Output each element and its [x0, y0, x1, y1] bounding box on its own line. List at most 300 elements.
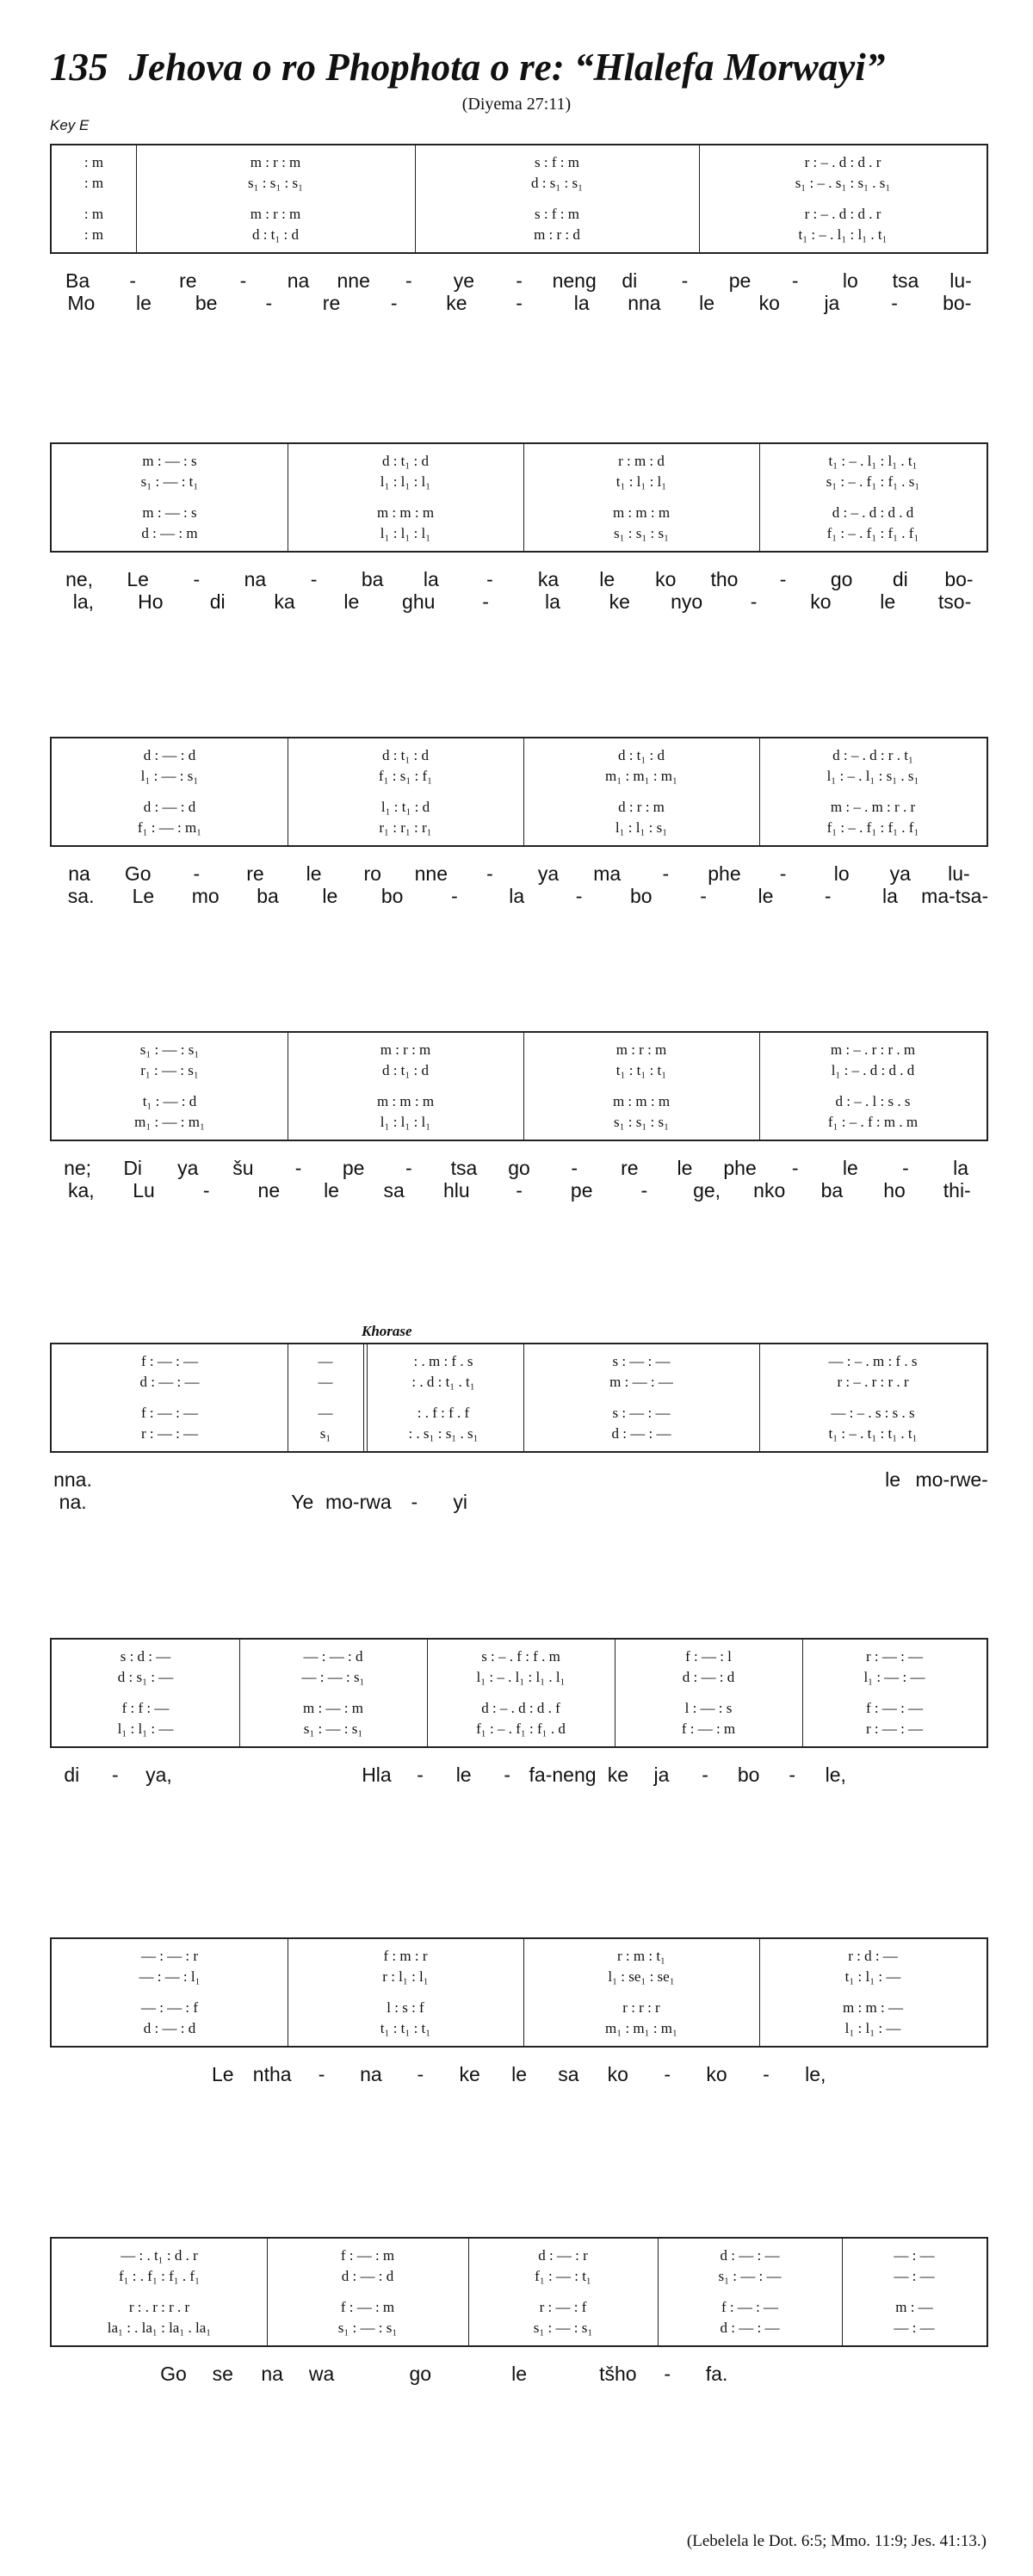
measure-notes: f : — : — — [865, 1700, 924, 1716]
voice-row — [52, 1698, 987, 1719]
voice-row — [52, 1998, 987, 2018]
lyric-syllable: - — [310, 568, 318, 590]
lyric-syllable: - — [417, 2063, 424, 2085]
lyric-syllable: nko — [753, 1179, 786, 1202]
staff-system — [50, 1343, 988, 1453]
hymn-number: 135 — [50, 46, 108, 89]
lyric-syllable: le — [699, 292, 714, 314]
lyric-syllable: - — [779, 568, 787, 590]
lyric-syllable: la — [509, 885, 525, 907]
measure-notes: : m — [84, 154, 104, 170]
measure-notes: l₁ : se₁ : se₁ — [608, 1968, 675, 1985]
lyric-syllable: ya — [537, 862, 560, 885]
lyric-syllable: Go — [124, 862, 152, 885]
lyric-syllable: - — [318, 2063, 325, 2085]
lyric-syllable: tso- — [937, 590, 972, 613]
lyric-syllable: le — [599, 568, 615, 590]
lyric-syllable: ka, — [67, 1179, 95, 1202]
measure-notes: r₁ : r₁ : r₁ — [379, 819, 432, 836]
lyric-syllable: Ho — [138, 590, 164, 613]
measure-notes: d : t₁ : d — [617, 747, 665, 763]
lyric-syllable: phe — [723, 1157, 757, 1179]
lyric-syllable: le — [880, 590, 896, 613]
lyric-syllable: - — [265, 292, 273, 314]
lyric-syllable — [851, 1489, 896, 1515]
measure-notes: r : – . d : d . r — [804, 206, 881, 222]
measure-notes: m : r : m — [250, 206, 301, 222]
measure-notes: s₁ — [319, 1425, 331, 1442]
measure-notes: l₁ : – . l₁ : l₁ . l₁ — [476, 1669, 566, 1685]
lyric-syllable: Le — [127, 568, 149, 590]
lyric-syllable: - — [824, 885, 832, 907]
lyric-syllable: ka — [274, 590, 295, 613]
measure-notes: d : — : d — [682, 1669, 735, 1685]
lyric-syllable — [805, 1489, 851, 1515]
measure-notes: r₁ : — : s₁ — [140, 1062, 199, 1078]
lyric-syllable: tho — [710, 568, 739, 590]
measure-notes: f : — : — — [721, 2299, 779, 2315]
lyric-syllable: be — [195, 292, 218, 314]
lyric-syllable: ba — [361, 568, 384, 590]
lyric-syllable: bo- — [943, 292, 972, 314]
lyric-syllable — [575, 1489, 621, 1515]
lyric-syllable: re — [322, 292, 341, 314]
lyric-syllable — [889, 2061, 938, 2087]
lyric-syllable: na — [244, 568, 267, 590]
measure-notes: l₁ : l₁ : l₁ — [380, 1114, 431, 1130]
lyric-syllable: le — [842, 1157, 858, 1179]
measure-notes: d : t₁ : d — [381, 1062, 430, 1078]
measure-notes: r : — : f — [539, 2299, 587, 2315]
staff-system — [50, 1638, 988, 1748]
lyric-syllable — [312, 1762, 356, 1788]
measure-notes: m₁ : — : m₁ — [134, 1114, 205, 1130]
lyric-syllable: ge, — [693, 1179, 721, 1202]
lyric-syllable — [939, 2061, 988, 2087]
measure-notes: f₁ : . f₁ : f₁ . f₁ — [118, 2268, 201, 2284]
measure-notes: l₁ : – . d : d . d — [831, 1062, 915, 1078]
measure-notes: l : — : s — [684, 1700, 733, 1716]
hymn-title-line — [50, 41, 1005, 93]
lyric-syllable: - — [700, 885, 707, 907]
measure-notes: m : m : — — [843, 1999, 903, 2016]
voice-row — [52, 766, 987, 787]
lyric-syllable: ke — [459, 2063, 480, 2085]
measure-notes: l₁ : — : — — [863, 1669, 925, 1685]
staff-system — [50, 1031, 988, 1141]
lyric-syllable: fa. — [705, 2363, 728, 2385]
measure-notes: s : f : m — [535, 206, 579, 222]
lyric-syllable: - — [451, 885, 458, 907]
measure-notes: d : t₁ : d — [251, 226, 300, 243]
measure-notes: d : – . d : d . f — [481, 1700, 560, 1716]
measure-notes: m : – . m : r . r — [830, 799, 916, 815]
staff-system — [50, 2237, 988, 2347]
lyric-syllable: nna. — [53, 1468, 92, 1491]
lyric-syllable: Hla — [362, 1764, 392, 1786]
measure-notes: l₁ : l₁ : — — [117, 1720, 174, 1737]
measure-notes: s : d : — — [120, 1648, 171, 1665]
scripture-reference: (Lebelela le Dot. 6:5; Mmo. 11:9; Jes. 41:13.) — [686, 2532, 987, 2550]
lyric-syllable: - — [504, 1764, 511, 1786]
measure-notes: m : r : m — [615, 1041, 667, 1058]
measure-notes: d : — : — — [139, 1374, 200, 1390]
lyric-syllable: - — [902, 1157, 909, 1179]
measure-notes: l₁ : t₁ : d — [380, 799, 430, 815]
lyric-syllable: - — [486, 862, 493, 885]
lyric-syllable: sa — [558, 2063, 579, 2085]
voice-row — [52, 225, 987, 245]
measure-notes: s₁ : s₁ : s₁ — [613, 1114, 670, 1130]
lyric-line — [50, 1177, 988, 1203]
measure-notes: m₁ : m₁ : m₁ — [605, 2020, 677, 2036]
lyric-syllable: na — [261, 2363, 283, 2385]
measure-notes: r : – . r : r . r — [837, 1374, 909, 1390]
voice-row — [52, 2266, 987, 2287]
lyric-syllable — [149, 2061, 198, 2087]
lyric-syllable: - — [239, 269, 247, 292]
measure-notes: t₁ : — : d — [142, 1093, 197, 1109]
measure-notes: f : — : m — [340, 2299, 395, 2315]
measure-notes: — : . t₁ : d . r — [121, 2247, 198, 2264]
lyric-syllable: - — [516, 269, 523, 292]
measure-notes: s₁ : — : s₁ — [139, 1041, 200, 1058]
measure-notes: : . s₁ : s₁ . s₁ — [408, 1425, 479, 1442]
lyric-syllable: ya, — [145, 1764, 172, 1786]
measure-notes: la₁ : . la₁ : la₁ . la₁ — [107, 2320, 212, 2336]
measure-notes: — : — : l₁ — [139, 1968, 201, 1985]
voice-row — [52, 1403, 987, 1424]
measure-notes: r : l₁ : l₁ — [382, 1968, 429, 1985]
lyric-syllable: ro — [363, 862, 381, 885]
measure-notes: d : – . d : d . d — [832, 504, 914, 521]
lyric-syllable: Le — [212, 2063, 234, 2085]
lyric-syllable — [346, 2361, 395, 2387]
lyric-syllable — [621, 1489, 666, 1515]
measure-notes: s₁ : — : — — [718, 2268, 782, 2284]
lyric-syllable: - — [390, 292, 398, 314]
lyric-syllable: ja — [824, 292, 840, 314]
measure-notes: — : — — [894, 2247, 935, 2264]
measure-notes: s₁ : – . f₁ : f₁ . s₁ — [826, 473, 920, 490]
measure-notes: — : — : f — [140, 1999, 199, 2016]
measure-notes: d : – . l : s . s — [835, 1093, 911, 1109]
measure-notes: r : r : r — [622, 1999, 660, 2016]
measure-notes: d : t₁ : d — [381, 747, 430, 763]
lyric-syllable: lo — [842, 269, 858, 292]
lyric-syllable: nne — [414, 862, 448, 885]
staff-system — [50, 442, 988, 553]
lyric-syllable: - — [791, 1157, 799, 1179]
measure-notes: l₁ : l₁ : s₁ — [615, 819, 668, 836]
lyric-syllable — [50, 2061, 99, 2087]
lyric-syllable: tsa — [892, 269, 919, 292]
lyric-syllable — [50, 2361, 99, 2387]
lyric-line — [50, 883, 988, 909]
lyric-syllable: - — [789, 1764, 796, 1786]
lyric-syllable: le — [306, 862, 322, 885]
measure-notes: m : m : m — [612, 504, 671, 521]
lyric-syllable: - — [486, 568, 493, 590]
lyric-syllable: le — [136, 292, 152, 314]
measure-notes: s₁ : s₁ : s₁ — [247, 175, 304, 191]
lyric-syllable — [943, 1489, 988, 1515]
voice-row — [52, 797, 987, 818]
measure-notes: m : m : m — [612, 1093, 671, 1109]
lyric-syllable: ho — [883, 1179, 906, 1202]
lyric-syllable: ya — [889, 862, 911, 885]
lyric-line — [50, 2361, 988, 2387]
lyric-syllable: - — [702, 1764, 708, 1786]
lyric-syllable: Mo — [67, 292, 96, 314]
measure-notes: m : m : m — [376, 1093, 435, 1109]
lyric-syllable: ya — [177, 1157, 199, 1179]
lyric-syllable: - — [779, 862, 787, 885]
lyric-line — [50, 1762, 988, 1788]
lyric-syllable: ke — [446, 292, 467, 314]
voice-row — [52, 1424, 987, 1444]
lyric-syllable: bo — [380, 885, 404, 907]
lyric-syllable: re — [621, 1157, 639, 1179]
measure-notes: d : s₁ : — — [117, 1669, 174, 1685]
lyric-syllable: le — [322, 885, 338, 907]
lyric-syllable — [99, 2061, 148, 2087]
measure-notes: r : — : — — [865, 1648, 924, 1665]
lyric-syllable: - — [482, 590, 489, 613]
staff-system — [50, 737, 988, 847]
measure-notes: — — [318, 1405, 333, 1421]
lyric-syllable: la, — [72, 590, 95, 613]
measure-notes: m : r : d — [534, 226, 580, 243]
chorus-label: Khorase — [362, 1323, 412, 1339]
measure-notes: s : — : — — [612, 1405, 671, 1421]
measure-notes: — — [318, 1374, 333, 1390]
measure-notes: m : — : s — [142, 504, 197, 521]
measure-notes: t₁ : – . t₁ : t₁ . t₁ — [828, 1425, 918, 1442]
measure-notes: s : – . f : f . m — [481, 1648, 560, 1665]
voice-row — [52, 2246, 987, 2266]
voice-row — [52, 1719, 987, 1739]
measure-notes: f : — : m — [681, 1720, 736, 1737]
lyric-syllable: ko — [758, 292, 780, 314]
measure-notes: t₁ : l₁ : l₁ — [615, 473, 667, 490]
key-signature: Key E — [50, 117, 90, 133]
voice-row — [52, 1946, 987, 1967]
lyric-syllable: tsa — [450, 1157, 478, 1179]
lyric-syllable: nne — [337, 269, 370, 292]
measure-notes: m₁ : m₁ : m₁ — [605, 768, 677, 784]
lyric-syllable: ke — [609, 590, 630, 613]
measure-notes: r : — : — — [140, 1425, 199, 1442]
measure-notes: r : – . d : d . r — [804, 154, 881, 170]
staff-system — [50, 1937, 988, 2048]
measure-notes: d : — : d — [341, 2268, 394, 2284]
measure-notes: m : r : m — [250, 154, 301, 170]
lyric-syllable — [901, 1762, 945, 1788]
lyric-syllable: ba — [820, 1179, 844, 1202]
lyric-syllable: go — [508, 1157, 530, 1179]
measure-notes: f₁ : – . f₁ : f₁ . f₁ — [826, 525, 919, 541]
lyric-syllable — [667, 1489, 713, 1515]
measure-notes: d : s₁ : s₁ — [530, 175, 584, 191]
measure-notes: f₁ : s₁ : f₁ — [378, 768, 433, 784]
lyric-syllable: nna — [628, 292, 661, 314]
voice-row — [52, 1351, 987, 1372]
lyric-syllable: - — [516, 1179, 523, 1202]
lyric-syllable — [840, 2361, 889, 2387]
lyric-syllable — [142, 1489, 188, 1515]
measure-notes: s₁ : – . s₁ : s₁ . s₁ — [795, 175, 891, 191]
lyric-syllable: go — [830, 568, 853, 590]
voice-row — [52, 1646, 987, 1667]
lyric-syllable: mo — [191, 885, 220, 907]
lyric-syllable: ne, — [65, 568, 94, 590]
voice-row — [52, 2318, 987, 2338]
measure-notes: l₁ : — : s₁ — [140, 768, 199, 784]
lyric-syllable: le — [511, 2363, 528, 2385]
lyric-syllable: fa-neng — [529, 1764, 597, 1786]
lyric-syllable: - — [411, 1491, 418, 1513]
lyric-syllable: ne; — [64, 1157, 92, 1179]
measure-notes: : . m : f . s — [413, 1353, 473, 1369]
lyric-syllable — [889, 2361, 938, 2387]
lyric-syllable: la — [882, 885, 898, 907]
voice-row — [52, 1667, 987, 1688]
measure-notes: — : — : d — [303, 1648, 363, 1665]
lyric-syllable: - — [662, 862, 670, 885]
lyric-line — [50, 2061, 988, 2087]
lyric-syllable: - — [294, 1157, 302, 1179]
voice-row — [52, 2018, 987, 2039]
lyric-syllable: re — [246, 862, 264, 885]
lyric-syllable: bo — [737, 1764, 760, 1786]
lyric-syllable: lu- — [949, 269, 972, 292]
measure-notes: f : — : — — [140, 1353, 199, 1369]
measure-notes: — : — : r — [140, 1948, 199, 1964]
measure-notes: s₁ : — : s₁ — [337, 2320, 398, 2336]
lyric-syllable: le — [677, 1157, 693, 1179]
lyric-syllable: - — [417, 1764, 424, 1786]
measure-notes: r : . r : r . r — [128, 2299, 190, 2315]
lyric-syllable — [529, 1489, 575, 1515]
measure-notes: l₁ : l₁ : l₁ — [380, 473, 431, 490]
voice-row — [52, 1967, 987, 1987]
measure-notes: t₁ : t₁ : t₁ — [615, 1062, 667, 1078]
voice-row — [52, 204, 987, 225]
lyric-syllable: mo-rwa — [325, 1491, 392, 1513]
lyric-syllable: bo — [630, 885, 653, 907]
lyric-syllable: Go — [160, 2363, 187, 2385]
lyric-line — [50, 589, 988, 615]
lyric-syllable: di — [622, 269, 638, 292]
lyric-syllable: - — [640, 1179, 648, 1202]
lyric-syllable: lu- — [948, 862, 970, 885]
lyric-syllable: - — [516, 292, 523, 314]
measure-notes: — — [318, 1353, 333, 1369]
lyric-syllable: bo- — [944, 568, 974, 590]
lyric-syllable: na. — [59, 1491, 87, 1513]
lyric-syllable: la — [953, 1157, 969, 1179]
lyric-syllable — [713, 1489, 758, 1515]
measure-notes: m : m : m — [376, 504, 435, 521]
lyric-syllable — [268, 1762, 312, 1788]
voice-row — [52, 1060, 987, 1081]
voice-row — [52, 173, 987, 194]
lyric-syllable: phe — [708, 862, 741, 885]
lyric-syllable — [483, 1489, 529, 1515]
lyric-syllable: ntha — [252, 2063, 292, 2085]
measure-notes: m : — : — — [609, 1374, 673, 1390]
measure-notes: : . d : t₁ . t₁ — [411, 1374, 475, 1390]
measure-notes: s₁ : s₁ : s₁ — [613, 525, 670, 541]
lyric-syllable: ma-tsa- — [921, 885, 989, 907]
measure-notes: s : f : m — [535, 154, 579, 170]
measure-notes: f₁ : — : t₁ — [535, 2268, 591, 2284]
lyric-syllable: go — [409, 2363, 432, 2385]
measure-notes: f₁ : – . f : m . m — [827, 1114, 919, 1130]
lyric-syllable: - — [193, 568, 201, 590]
measure-notes: — : – . m : f . s — [828, 1353, 918, 1369]
measure-notes: t₁ : – . l₁ : l₁ . t₁ — [828, 453, 918, 469]
measure-notes: f : — : m — [340, 2247, 395, 2264]
lyric-syllable: - — [571, 1157, 578, 1179]
lyric-syllable: di — [892, 568, 908, 590]
lyric-syllable — [224, 1762, 268, 1788]
lyric-syllable: Ba — [65, 269, 90, 292]
lyric-syllable: - — [112, 1764, 119, 1786]
lyric-syllable: - — [664, 2363, 671, 2385]
measure-notes: : m — [84, 226, 104, 243]
lyric-syllable: hlu — [443, 1179, 470, 1202]
lyric-syllable: la — [423, 568, 439, 590]
lyric-syllable: pe — [570, 1179, 593, 1202]
lyric-syllable: - — [405, 269, 412, 292]
measure-notes: d : — : d — [143, 799, 196, 815]
voice-row — [52, 1040, 987, 1060]
lyric-syllable: di — [209, 590, 226, 613]
lyric-syllable: Di — [123, 1157, 143, 1179]
lyric-syllable: ba — [257, 885, 279, 907]
lyric-syllable: la — [544, 590, 560, 613]
lyric-syllable: Lu — [133, 1179, 155, 1202]
lyric-syllable: le — [758, 885, 774, 907]
lyric-syllable: ko — [655, 568, 677, 590]
measure-notes: m : r : m — [380, 1041, 431, 1058]
measure-notes: f : f : — — [121, 1700, 170, 1716]
measure-notes: — : — : s₁ — [301, 1669, 365, 1685]
measure-notes: : . f : f . f — [417, 1405, 470, 1421]
measure-notes: : m — [84, 206, 104, 222]
lyric-syllable — [840, 2061, 889, 2087]
measure-notes: d : — : — — [720, 2247, 780, 2264]
lyric-syllable: lo — [833, 862, 850, 885]
measure-notes: f : m : r — [383, 1948, 428, 1964]
lyric-syllable — [791, 2361, 840, 2387]
measure-notes: t₁ : l₁ : — — [844, 1968, 901, 1985]
measure-notes: s₁ : — : t₁ — [140, 473, 199, 490]
lyric-syllable: na — [360, 2063, 382, 2085]
lyric-syllable — [181, 1762, 225, 1788]
lyric-syllable: thi- — [943, 1179, 971, 1202]
measure-notes: f₁ : — : m₁ — [137, 819, 202, 836]
measure-notes: l₁ : – . l₁ : s₁ . s₁ — [826, 768, 919, 784]
lyric-syllable: - — [763, 2063, 770, 2085]
lyric-syllable: le — [885, 1468, 900, 1491]
lyric-syllable: - — [664, 2063, 671, 2085]
lyric-syllable: - — [681, 269, 689, 292]
lyric-syllable: šu — [232, 1157, 254, 1179]
lyric-syllable: ko — [810, 590, 832, 613]
